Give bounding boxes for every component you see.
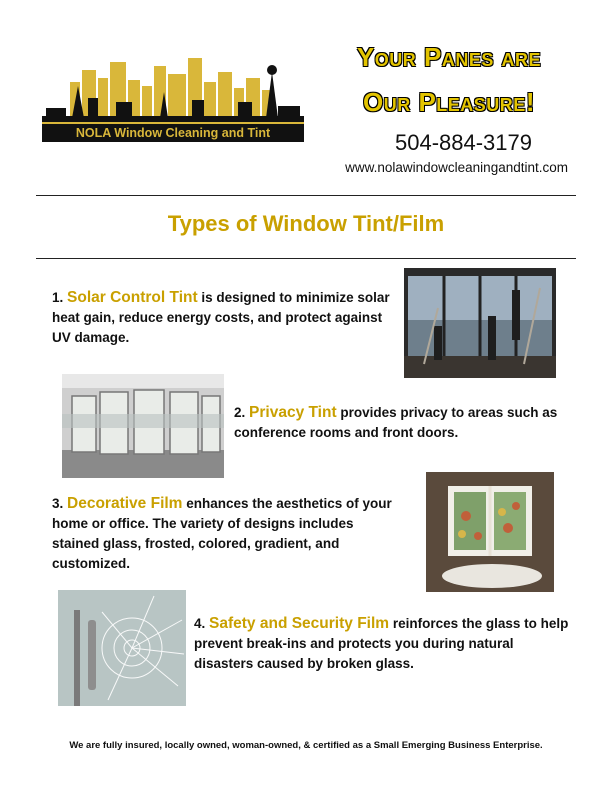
item-title: Solar Control Tint [67, 289, 198, 306]
solar-tint-photo [404, 268, 556, 378]
item-title: Privacy Tint [249, 404, 337, 421]
decorative-film-photo [426, 472, 554, 592]
divider-top [36, 195, 576, 196]
safety-film-photo [58, 590, 186, 706]
list-item-decorative [52, 494, 402, 574]
item-text: is designed to minimize solar heat gain, reduce energy costs, and protect against UV damage. [52, 290, 390, 345]
slogan-line-1: Your Panes are [356, 42, 542, 72]
footer-statement: We are fully insured, locally owned, woman-owned, & certified as a Small Emerging Business Enterprise. [69, 740, 543, 751]
item-text: enhances the aesthetics of your home or office. The variety of designs includes stained glass, frosted, colored, gradient, and customized. [52, 496, 392, 571]
item-title: Safety and Security Film [209, 615, 390, 632]
list-item-privacy [234, 403, 574, 443]
phone-number: 504-884-3179 [394, 130, 532, 155]
slogan-line-2: Our Pleasure! [363, 87, 535, 117]
list-item-solar-control [52, 288, 392, 348]
item-text: provides privacy to areas such as conference rooms and front doors. [234, 405, 558, 440]
page-heading: Types of Window Tint/Film [167, 211, 445, 236]
svg-text:NOLA Window Cleaning and Tint: NOLA Window Cleaning and Tint [75, 126, 271, 140]
item-number: 3. [52, 496, 64, 511]
item-number: 1. [52, 290, 64, 305]
item-number: 4. [194, 616, 206, 631]
item-text: reinforces the glass to help prevent break-ins and protects you during natural disasters caused by broken glass. [194, 616, 569, 671]
website-url: www.nolawindowcleaningandtint.com [345, 160, 568, 175]
divider-bottom [36, 258, 576, 259]
item-number: 2. [234, 405, 246, 420]
list-item-safety [194, 614, 574, 674]
company-logo [42, 52, 304, 144]
item-title: Decorative Film [67, 495, 183, 512]
privacy-tint-photo [62, 374, 224, 478]
